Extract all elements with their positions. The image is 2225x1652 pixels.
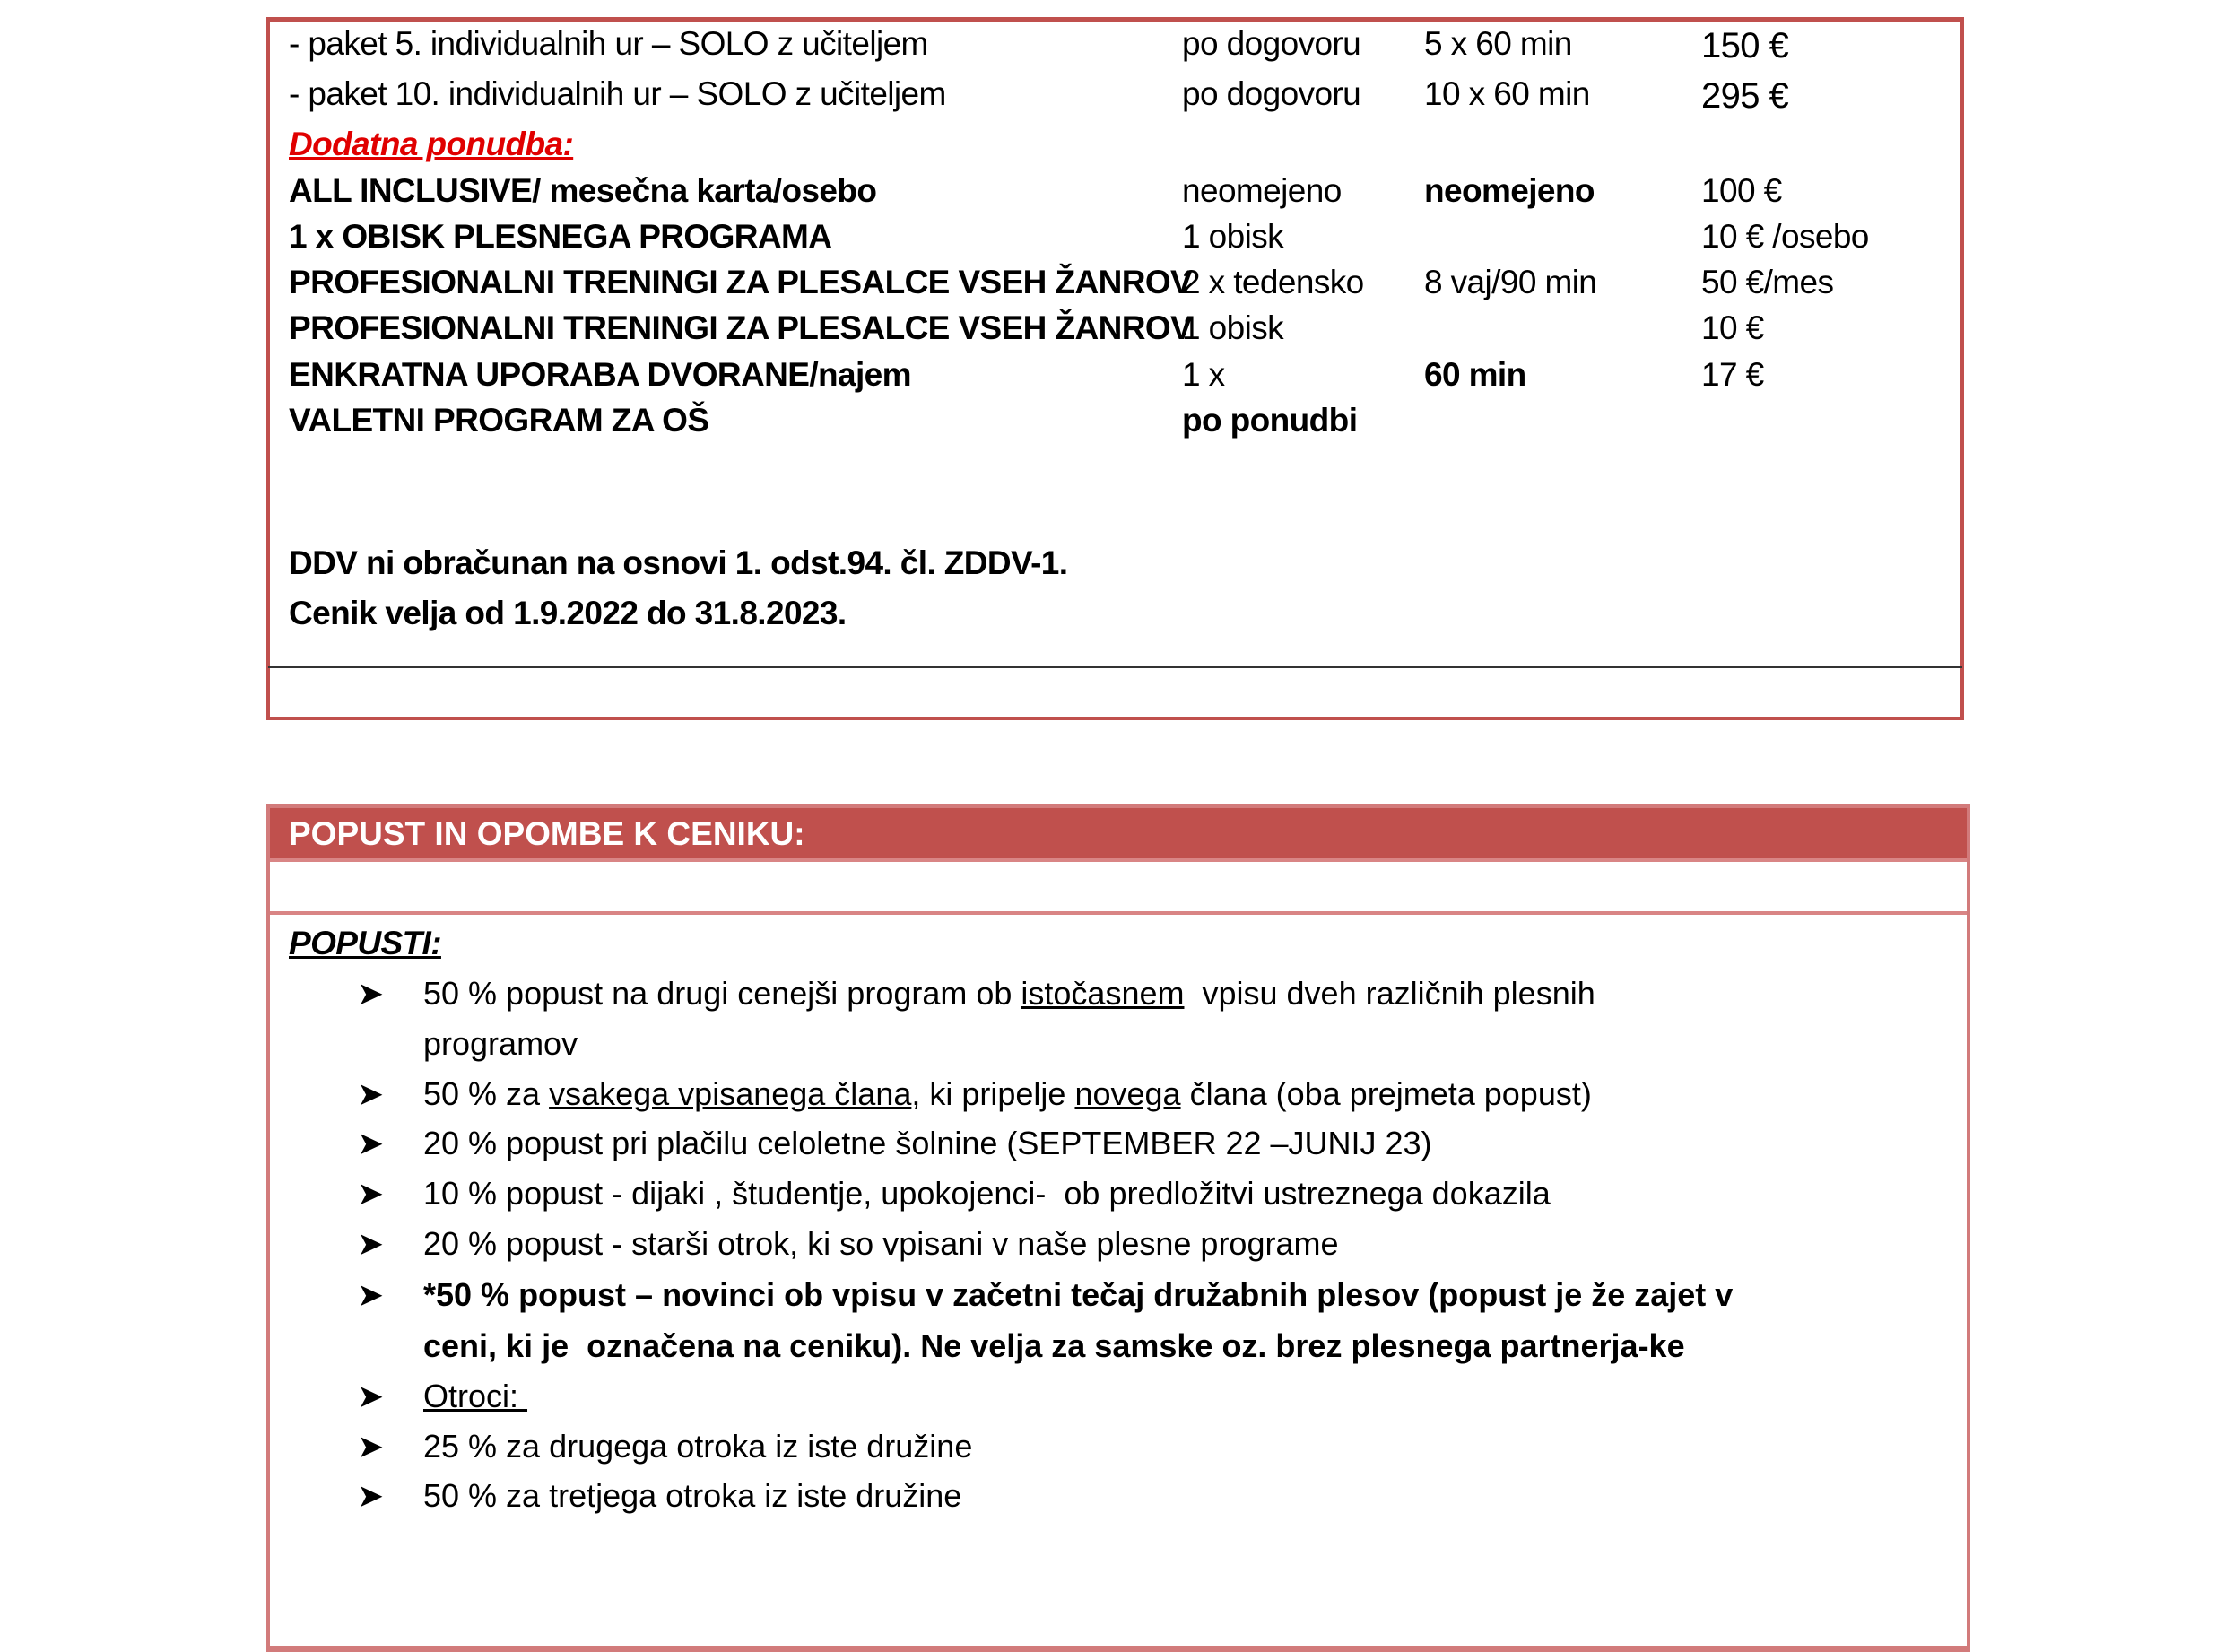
extra-row-frequency: 2 x tedensko	[1182, 264, 1364, 300]
table-divider	[268, 666, 1962, 668]
list-item: ➤ 10 % popust - dijaki , študentje, upokojenci- ob predložitvi ustreznega dokazila	[357, 1175, 1551, 1212]
discounts-subheading: POPUSTI:	[289, 925, 441, 961]
extra-row-name: PROFESIONALNI TRENINGI ZA PLESALCE VSEH ŽANROV	[289, 264, 1193, 300]
extra-row-name: ALL INCLUSIVE/ mesečna karta/osebo	[289, 172, 877, 209]
list-item: ➤ 20 % popust pri plačilu celoletne šolnine (SEPTEMBER 22 –JUNIJ 23)	[357, 1125, 1432, 1161]
arrow-bullet-icon: ➤	[357, 1125, 385, 1161]
extra-row-name: 1 x OBISK PLESNEGA PROGRAMA	[289, 218, 832, 255]
extra-row-price: 10 €	[1701, 309, 1764, 346]
arrow-bullet-icon: ➤	[357, 1428, 385, 1465]
extra-row-frequency: 1 x	[1182, 356, 1225, 393]
arrow-bullet-icon: ➤	[357, 1175, 385, 1212]
list-item: ➤ Otroci:	[357, 1378, 528, 1414]
extra-row-price: 17 €	[1701, 356, 1764, 393]
extra-row-duration: neomejeno	[1424, 172, 1595, 209]
extra-row-name: VALETNI PROGRAM ZA OŠ	[289, 402, 709, 439]
extra-row-duration: 8 vaj/90 min	[1424, 264, 1597, 300]
extra-row-price: 100 €	[1701, 172, 1782, 209]
price-row-frequency: po dogovoru	[1182, 75, 1361, 112]
discounts-header: POPUST IN OPOMBE K CENIKU:	[289, 815, 805, 852]
price-row-name: - paket 10. individualnih ur – SOLO z učiteljem	[289, 75, 946, 112]
extra-row-price: 50 €/mes	[1701, 264, 1834, 300]
price-row-duration: 5 x 60 min	[1424, 25, 1572, 62]
price-row-frequency: po dogovoru	[1182, 25, 1361, 62]
arrow-bullet-icon: ➤	[357, 975, 385, 1012]
price-row-duration: 10 x 60 min	[1424, 75, 1590, 112]
extra-row-frequency: 1 obisk	[1182, 218, 1284, 255]
row-separator	[270, 911, 1967, 915]
arrow-bullet-icon: ➤	[357, 1225, 385, 1262]
list-item: ➤ 20 % popust - starši otrok, ki so vpisani v naše plesne programe	[357, 1225, 1339, 1262]
list-item-continuation: ceni, ki je označena na ceniku). Ne velja za samske oz. brez plesnega partnerja-ke	[423, 1327, 1685, 1364]
validity-note: Cenik velja od 1.9.2022 do 31.8.2023.	[289, 595, 847, 631]
list-item-continuation: programov	[423, 1025, 578, 1062]
list-item: ➤ *50 % popust – novinci ob vpisu v začetni tečaj družabnih plesov (popust je že zajet v	[357, 1276, 1734, 1313]
arrow-bullet-icon: ➤	[357, 1276, 385, 1313]
list-item: ➤ 50 % za tretjega otroka iz iste družine	[357, 1477, 962, 1514]
list-item: ➤ 50 % za vsakega vpisanega člana, ki pripelje novega člana (oba prejmeta popust)	[357, 1075, 1592, 1112]
list-item: ➤ 25 % za drugega otroka iz iste družine	[357, 1428, 973, 1465]
extra-row-frequency: 1 obisk	[1182, 309, 1284, 346]
extra-row-name: ENKRATNA UPORABA DVORANE/najem	[289, 356, 911, 393]
price-row-price: 150 €	[1701, 26, 1789, 65]
price-row-price: 295 €	[1701, 76, 1789, 116]
vat-note: DDV ni obračunan na osnovi 1. odst.94. čl. ZDDV-1.	[289, 544, 1068, 581]
extra-row-frequency: neomejeno	[1182, 172, 1342, 209]
extra-row-duration: 60 min	[1424, 356, 1526, 393]
header-separator	[270, 858, 1967, 862]
price-row-name: - paket 5. individualnih ur – SOLO z učiteljem	[289, 25, 928, 62]
extra-row-name: PROFESIONALNI TRENINGI ZA PLESALCE VSEH ŽANROV	[289, 309, 1193, 346]
arrow-bullet-icon: ➤	[357, 1075, 385, 1112]
extra-row-price: 10 € /osebo	[1701, 218, 1869, 255]
extra-row-frequency: po ponudbi	[1182, 402, 1358, 439]
extra-offer-heading: Dodatna ponudba:	[289, 126, 574, 162]
arrow-bullet-icon: ➤	[357, 1477, 385, 1514]
list-item: ➤ 50 % popust na drugi cenejši program ob istočasnem vpisu dveh različnih plesnih	[357, 975, 1595, 1012]
arrow-bullet-icon: ➤	[357, 1378, 385, 1414]
